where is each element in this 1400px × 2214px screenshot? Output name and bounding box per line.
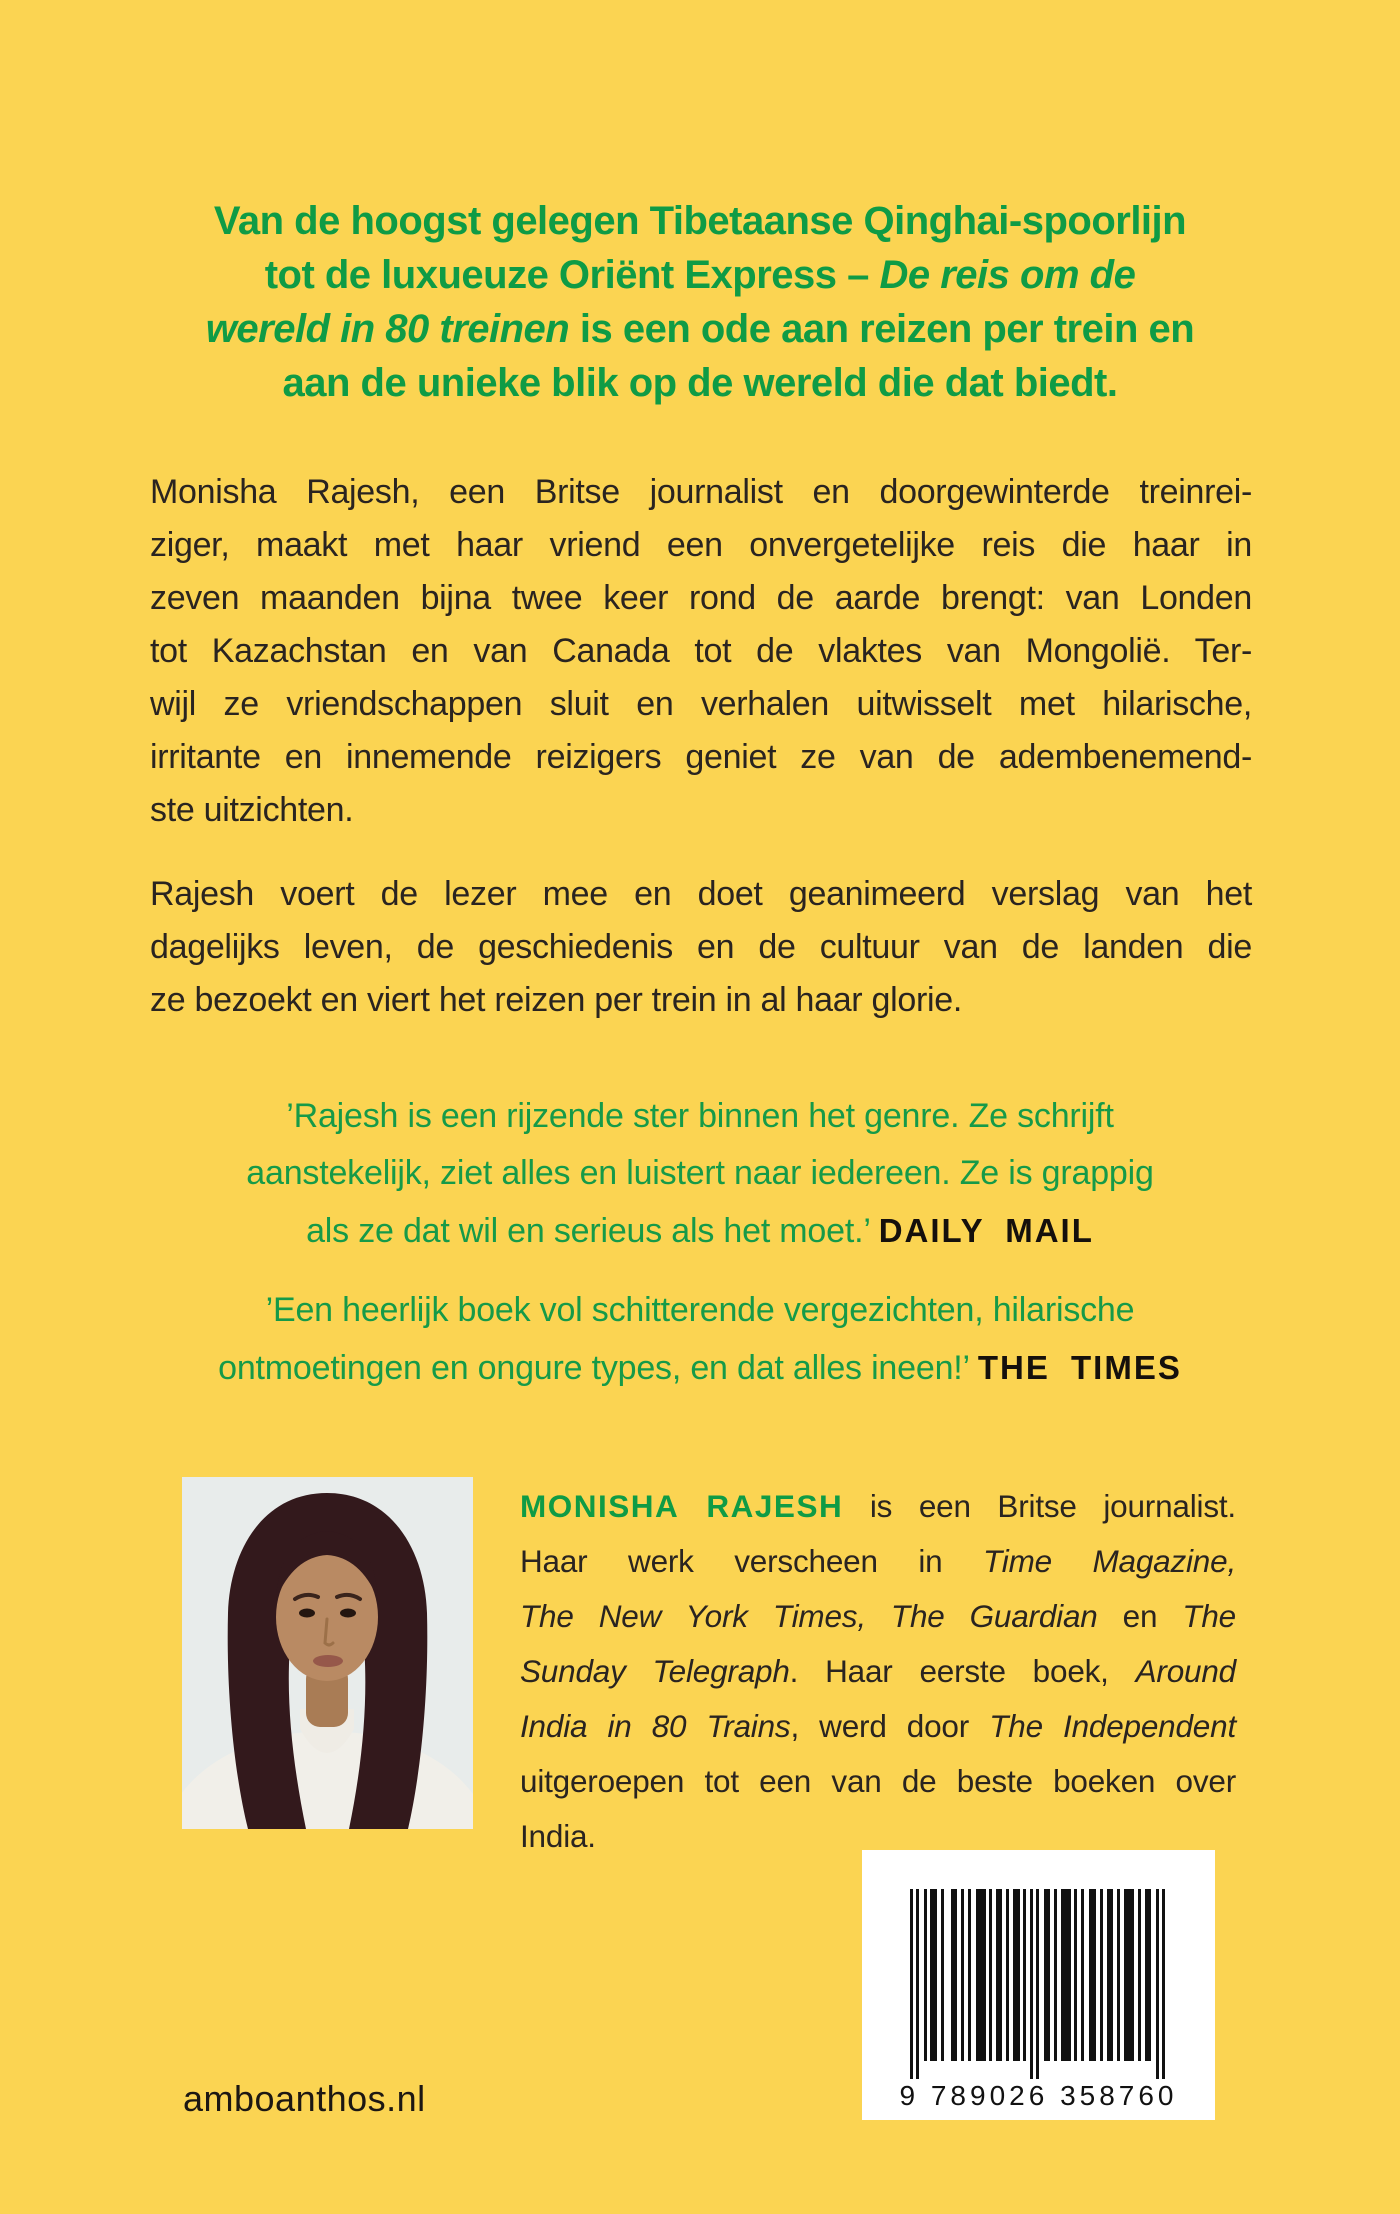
text-line: ontmoetingen en ongure types, en dat alles ineen!’ THE TIMES xyxy=(218,1349,1182,1387)
text-line: ziger, maakt met haar vriend een onvergetelijke reis die haar in xyxy=(150,526,1252,564)
text-line: aan de unieke blik op de wereld die dat biedt. xyxy=(282,361,1118,405)
text-line: Monisha Rajesh, een Britse journalist en doorgewinterde treinrei- xyxy=(150,473,1252,511)
text-line: ’Een heerlijk boek vol schitterende vergezichten, hilarische xyxy=(265,1291,1135,1329)
text-line: wereld in 80 treinen is een ode aan reizen per trein en xyxy=(205,307,1195,351)
barcode-bars xyxy=(910,1889,1168,2079)
text-line: als ze dat wil en serieus als het moet.’ DAILY MAIL xyxy=(306,1212,1094,1250)
author-photo xyxy=(182,1477,473,1829)
text-line: India in 80 Trains, werd door The Independent xyxy=(520,1708,1236,1744)
isbn-number: 9 789026 358760 xyxy=(899,2080,1178,2111)
text-line: Sunday Telegraph. Haar eerste boek, Around xyxy=(520,1653,1237,1689)
press-quote-daily-mail xyxy=(0,1088,1400,1260)
text-line: irritante en innemende reizigers geniet ze van de adembenemend- xyxy=(150,738,1252,776)
author-bio xyxy=(520,1479,1236,1864)
text-line: tot Kazachstan en van Canada tot de vlaktes van Mongolië. Ter- xyxy=(150,632,1252,670)
text-line: dagelijks leven, de geschiedenis en de cultuur van de landen die xyxy=(150,928,1252,966)
text-line: wijl ze vriendschappen sluit en verhalen uitwisselt met hilarische, xyxy=(150,685,1252,723)
cover-tagline xyxy=(0,194,1400,410)
publisher-website: amboanthos.nl xyxy=(183,2078,426,2119)
text-line: India. xyxy=(520,1818,596,1854)
text-line: ste uitzichten. xyxy=(150,791,354,829)
author-portrait-illustration xyxy=(182,1477,473,1829)
text-line: ’Rajesh is een rijzende ster binnen het genre. Ze schrijft xyxy=(286,1097,1114,1135)
text-line: The New York Times, The Guardian en The xyxy=(520,1598,1236,1634)
text-line: MONISHA RAJESH is een Britse journalist. xyxy=(520,1488,1236,1524)
text-line: tot de luxueuze Oriënt Express – De reis om de xyxy=(264,253,1136,297)
text-line: Haar werk verscheen in Time Magazine, xyxy=(520,1543,1236,1579)
text-line: zeven maanden bijna twee keer rond de aarde brengt: van Londen xyxy=(150,579,1252,617)
text-line: aanstekelijk, ziet alles en luistert naar iedereen. Ze is grappig xyxy=(246,1154,1154,1192)
text-line: Van de hoogst gelegen Tibetaanse Qinghai-spoorlijn xyxy=(213,199,1187,243)
text-line: ze bezoekt en viert het reizen per trein in al haar glorie. xyxy=(150,981,962,1019)
barcode xyxy=(862,1850,1215,2120)
synopsis-paragraph-2 xyxy=(150,868,1252,1027)
text-line: uitgeroepen tot een van de beste boeken over xyxy=(520,1763,1236,1799)
synopsis-paragraph-1 xyxy=(150,466,1252,837)
text-line: Rajesh voert de lezer mee en doet geanimeerd verslag van het xyxy=(150,875,1252,913)
press-quote-the-times xyxy=(0,1282,1400,1397)
